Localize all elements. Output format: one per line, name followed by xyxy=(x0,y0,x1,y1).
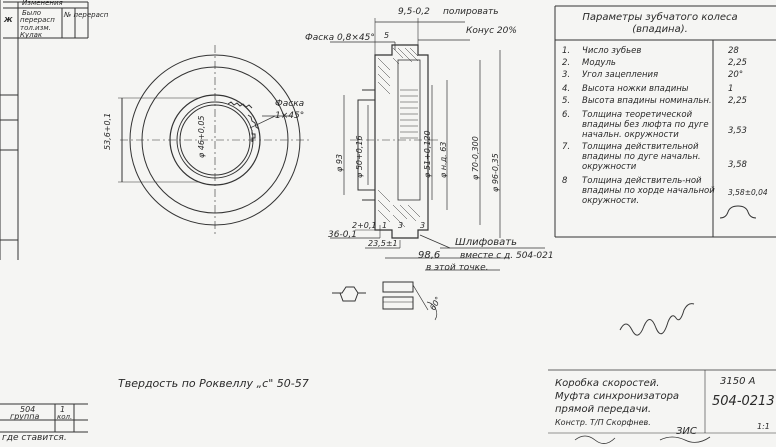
param-name: Толщина теоретической впадины без люфта по дуге начальн. окружности xyxy=(582,110,709,140)
dim-diameter-51: φ 51+0,120 xyxy=(423,130,432,178)
factory-mark: ЗИС xyxy=(676,426,697,437)
parameters-title-line1: Параметры зубчатого колеса xyxy=(582,12,738,23)
front-view xyxy=(118,45,310,235)
param-value: 20° xyxy=(728,70,744,80)
param-num: 7. xyxy=(562,142,571,152)
param-value: 2,25 xyxy=(728,58,747,68)
param-num: 4. xyxy=(562,84,571,94)
param-name: Толщина действитель-ной впадины по хорде начальной окружности. xyxy=(582,176,715,206)
constructor-line: Констр. Т/П Скорфнев. xyxy=(555,418,651,427)
part-number: 504-0213 xyxy=(712,394,775,409)
dim-3a: 3 xyxy=(398,221,404,230)
dim-98-6: 98,6 xyxy=(418,250,441,261)
param-value: 1 xyxy=(728,84,734,94)
model-number: 3150 А xyxy=(720,376,756,387)
param-num: 2. xyxy=(562,58,571,68)
param-name: Высота ножки впадины xyxy=(582,84,689,94)
note-chamfer-left-2: 1×45° xyxy=(275,111,305,121)
dim-23-5: 23,5±1 xyxy=(368,239,398,248)
dim-diameter-536: 53,6+0,1 xyxy=(103,112,112,150)
dim-diameter-70: φ 70-0,300 xyxy=(471,136,480,180)
note-chamfer-top: Фаска 0,8×45° xyxy=(305,33,375,43)
change-table-row-mark: Ж xyxy=(4,16,13,24)
dim-5: 5 xyxy=(384,31,390,40)
dim-spline-diameter: φ 46+0,05 xyxy=(197,115,206,158)
change-table-grid xyxy=(0,0,88,260)
change-table-col-was: Было xyxy=(22,9,42,17)
param-num: 3. xyxy=(562,70,571,80)
param-num: 6. xyxy=(562,110,571,120)
param-value: 3,53 xyxy=(728,126,747,136)
param-name: Угол зацепления xyxy=(582,70,659,80)
parameters-title-line2: (впадина). xyxy=(632,24,688,35)
change-table-row2: тол.изм. xyxy=(20,24,51,32)
quantity: 1 xyxy=(60,405,66,414)
group-label: группа xyxy=(10,412,40,421)
dim-2: 2+0,1 xyxy=(352,221,377,230)
param-value: 3,58±0,04 xyxy=(728,188,768,197)
note-chamfer-left-1: Фаска xyxy=(275,99,305,109)
where-used-note: где ставится. xyxy=(2,433,67,443)
param-num: 5. xyxy=(562,96,571,106)
handwritten-signature xyxy=(620,304,694,336)
param-value: 3,58 xyxy=(728,160,747,170)
dim-diameter-96: φ 96-0,35 xyxy=(491,153,500,192)
note-together: вместе с д. 504-021 xyxy=(460,251,554,261)
tooth-detail xyxy=(332,282,437,320)
note-grind: Шлифовать xyxy=(455,237,517,248)
param-num: 1. xyxy=(562,46,571,56)
param-value: 28 xyxy=(728,46,739,56)
group-number: 504 xyxy=(20,405,36,414)
param-name: Модуль xyxy=(582,58,616,68)
dim-1: 1 xyxy=(382,221,388,230)
title-line-3: прямой передачи. xyxy=(555,404,652,415)
title-line-1: Коробка скоростей. xyxy=(555,378,660,389)
note-polish: полировать xyxy=(443,7,499,17)
dim-angle-60: 60° xyxy=(428,295,444,312)
title-line-2: Муфта синхронизатора xyxy=(555,391,680,402)
param-num: 8 xyxy=(562,176,568,186)
dim-top-width: 9,5-0,2 xyxy=(398,7,430,17)
parameters-title xyxy=(560,12,760,36)
param-name: Толщина действительной впадины по дуге начальн. окружности xyxy=(582,142,701,172)
note-at-this-point: в этой точке. xyxy=(426,263,489,273)
change-table-row3: Кулак xyxy=(20,31,43,39)
param-name: Высота впадины номинальн. xyxy=(582,96,712,106)
change-table-title: Изменения xyxy=(22,0,63,7)
scale: 1:1 xyxy=(757,422,770,431)
dim-diameter-63: φ н.д. 63 xyxy=(439,141,448,178)
dim-diameter-50: φ 50+0,16 xyxy=(355,135,364,178)
note-cone: Конус 20% xyxy=(466,26,517,36)
dim-36: 36-0,1 xyxy=(328,230,358,240)
param-value: 2,25 xyxy=(728,96,747,106)
dim-3b: 3 xyxy=(420,221,426,230)
hardness-note: Твердость по Роквеллу „с" 50-57 xyxy=(118,377,309,390)
change-table-row1: перерасп xyxy=(20,16,55,24)
quantity-label: кол. xyxy=(57,413,73,421)
dim-diameter-93: φ 93 xyxy=(335,154,344,172)
param-name: Число зубьев xyxy=(582,46,642,56)
change-table-col-note: № перерасп xyxy=(64,11,109,19)
